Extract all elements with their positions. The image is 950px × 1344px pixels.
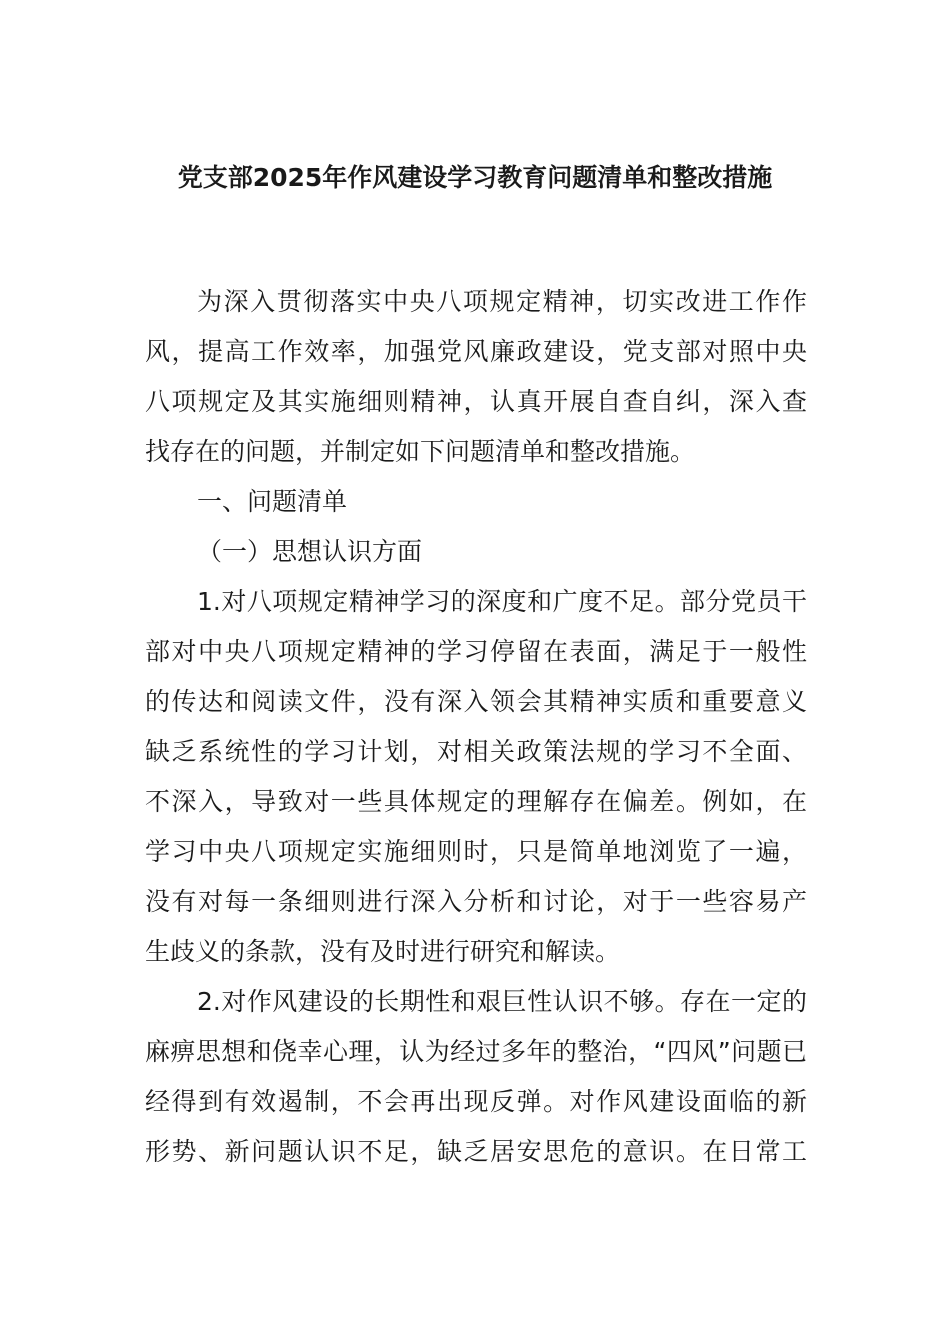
paragraph-line: 形势、新问题认识不足，缺乏居安思危的意识。在日常工 — [145, 1137, 807, 1166]
subsection-heading: （一）思想认识方面 — [197, 537, 423, 566]
paragraph-line: 经得到有效遏制，不会再出现反弹。对作风建设面临的新 — [145, 1087, 807, 1116]
paragraph-line: 2.对作风建设的长期性和艰巨性认识不够。存在一定的 — [197, 987, 807, 1016]
paragraph-line: 生歧义的条款，没有及时进行研究和解读。 — [145, 937, 621, 966]
paragraph-line: 的传达和阅读文件，没有深入领会其精神实质和重要意义 — [145, 687, 807, 716]
paragraph-line: 部对中央八项规定精神的学习停留在表面，满足于一般性 — [145, 637, 807, 666]
paragraph-line: 找存在的问题，并制定如下问题清单和整改措施。 — [145, 437, 696, 466]
paragraph-line: 八项规定及其实施细则精神，认真开展自查自纠，深入查 — [145, 387, 807, 416]
paragraph-line: 学习中央八项规定实施细则时，只是简单地浏览了一遍， — [145, 837, 807, 866]
paragraph-line: 风，提高工作效率，加强党风廉政建设，党支部对照中央 — [145, 337, 807, 366]
paragraph-line: 缺乏系统性的学习计划，对相关政策法规的学习不全面、 — [145, 737, 807, 766]
section-heading: 一、问题清单 — [197, 487, 348, 516]
document-title: 党支部2025年作风建设学习教育问题清单和整改措施 — [177, 163, 773, 192]
paragraph-line: 麻痹思想和侥幸心理，认为经过多年的整治，“四风”问题已 — [145, 1037, 807, 1066]
paragraph-line: 1.对八项规定精神学习的深度和广度不足。部分党员干 — [197, 587, 807, 616]
document-body — [145, 277, 807, 1177]
paragraph-line: 为深入贯彻落实中央八项规定精神，切实改进工作作 — [197, 287, 807, 316]
paragraph-line: 不深入，导致对一些具体规定的理解存在偏差。例如，在 — [145, 787, 807, 816]
paragraph-line: 没有对每一条细则进行深入分析和讨论，对于一些容易产 — [145, 887, 807, 916]
